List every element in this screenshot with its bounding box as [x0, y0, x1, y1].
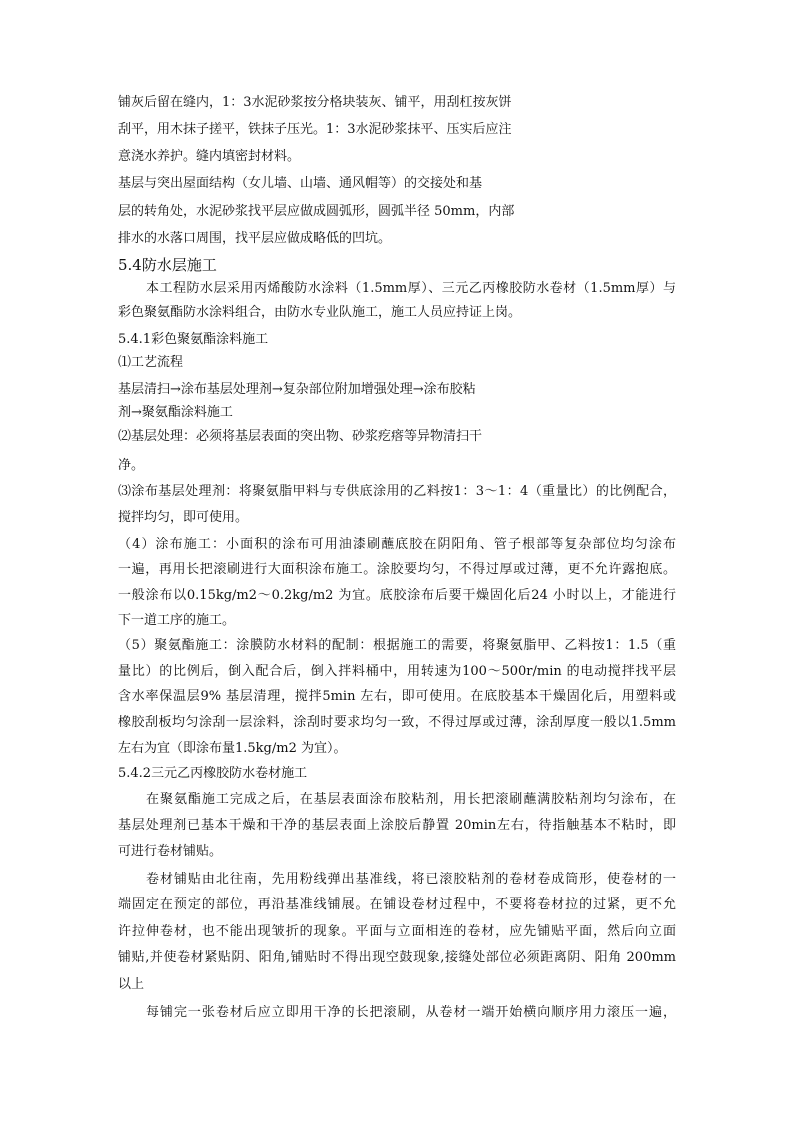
- paragraph-line: 卷材铺贴由北往南，先用粉线弹出基准线，将已滚胶粘剂的卷材卷成筒形，使卷材的一: [146, 872, 676, 887]
- paragraph-line: 刮平，用木抹子搓平，铁抹子压光。1：3水泥砂浆抹平、压实后应注: [118, 122, 512, 137]
- paragraph-line: （5）聚氨酯施工：涂膜防水材料的配制：根据施工的需要，将聚氨脂甲、乙料按1：1.5（重: [118, 638, 676, 653]
- paragraph-line: 层的转角处，水泥砂浆找平层应做成圆弧形，圆弧半径 50mm，内部: [118, 204, 515, 219]
- paragraph-line: 量比）的比例后，倒入配合后，倒入拌料桶中，用转速为100～500r/min 的电动搅拌找平层: [118, 664, 676, 679]
- paragraph-line: 排水的水落口周围，找平层应做成略低的凹坑。: [118, 231, 392, 246]
- paragraph-line: 在聚氨酯施工完成之后，在基层表面涂布胶粘剂，用长把滚刷蘸满胶粘剂均匀涂布，在: [146, 792, 676, 807]
- paragraph-line: 可进行卷材铺贴。: [118, 844, 223, 859]
- paragraph-line: 一般涂布以0.15kg/m2～0.2kg/m2 为宜。底胶涂布后要干燥固化后24 小时以上，才能进行: [118, 588, 676, 603]
- paragraph-line: 搅拌均匀，即可使用。: [118, 510, 249, 525]
- paragraph-line: 本工程防水层采用丙烯酸防水涂料（1.5mm厚）、三元乙丙橡胶防水卷材（1.5mm厚）与: [146, 281, 676, 296]
- list-item-heading: ⑴工艺流程: [118, 355, 184, 370]
- section-heading: 5.4防水层施工: [118, 256, 217, 274]
- subsection-heading: 5.4.1彩色聚氨酯涂料施工: [118, 332, 269, 347]
- paragraph-line: 净。: [118, 458, 145, 473]
- paragraph-line: 彩色聚氨酯防水涂料组合，由防水专业队施工，施工人员应持证上岗。: [118, 305, 522, 320]
- paragraph-line: 含水率保温层9% 基层清理，搅拌5min 左右，即可使用。在底胶基本干燥固化后，用塑料或: [118, 689, 676, 704]
- paragraph-line: 剂→聚氨酯涂料施工: [118, 405, 233, 420]
- paragraph-line: 端固定在预定的部位，再沿基准线铺展。在铺设卷材过程中，不要将卷材拉的过紧，更不允: [118, 897, 676, 912]
- paragraph-line: 基层清扫→涂布基层处理剂→复杂部位附加增强处理→涂布胶粘: [118, 382, 476, 397]
- paragraph-line: 橡胶刮板均匀涂刮一层涂料，涂刮时要求均匀一致，不得过厚或过薄，涂刮厚度一般以1.5mm: [118, 715, 676, 730]
- paragraph-line: 基层与突出屋面结构（女儿墙、山墙、通风帽等）的交接处和基: [118, 176, 483, 191]
- paragraph-line: 意浇水养护。缝内填密封材料。: [118, 149, 301, 164]
- subsection-heading: 5.4.2三元乙丙橡胶防水卷材施工: [118, 766, 308, 781]
- paragraph-line: 基层处理剂已基本干燥和干净的基层表面上涂胶后静置 20min左右，待指触基本不粘时，即: [118, 818, 676, 833]
- paragraph-line: ⑵基层处理：必须将基层表面的突出物、砂浆疙瘩等异物清扫干: [118, 429, 483, 444]
- paragraph-line: 铺贴,并使卷材紧贴阴、阳角,铺贴时不得出现空鼓现象,接缝处部位必须距离阴、阳角 200mm: [118, 950, 676, 965]
- paragraph-line: 一遍，再用长把滚刷进行大面积涂布施工。涂胶要均匀，不得过厚或过薄，更不允许露抱底。: [118, 562, 676, 577]
- paragraph-line: 左右为宜（即涂布量1.5kg/m2 为宜）。: [118, 741, 347, 756]
- paragraph-line: （4）涂布施工：小面积的涂布可用油漆刷蘸底胶在阴阳角、管子根部等复杂部位均匀涂布: [118, 537, 676, 552]
- paragraph-line: ⑶涂布基层处理剂：将聚氨脂甲料与专供底涂用的乙料按1：3～1：4（重量比）的比例配合，: [118, 484, 676, 499]
- paragraph-line: 许拉伸卷材，也不能出现皱折的现象。平面与立面相连的卷材，应先铺贴平面，然后向立面: [118, 924, 676, 939]
- paragraph-line: 每铺完一张卷材后应立即用干净的长把滚刷，从卷材一端开始横向顺序用力滚压一遍，: [146, 1005, 676, 1020]
- paragraph-line: 以上: [118, 977, 145, 992]
- paragraph-line: 铺灰后留在缝内，1：3水泥砂浆按分格块装灰、铺平，用刮杠按灰饼: [118, 95, 512, 110]
- paragraph-line: 下一道工序的施工。: [118, 613, 236, 628]
